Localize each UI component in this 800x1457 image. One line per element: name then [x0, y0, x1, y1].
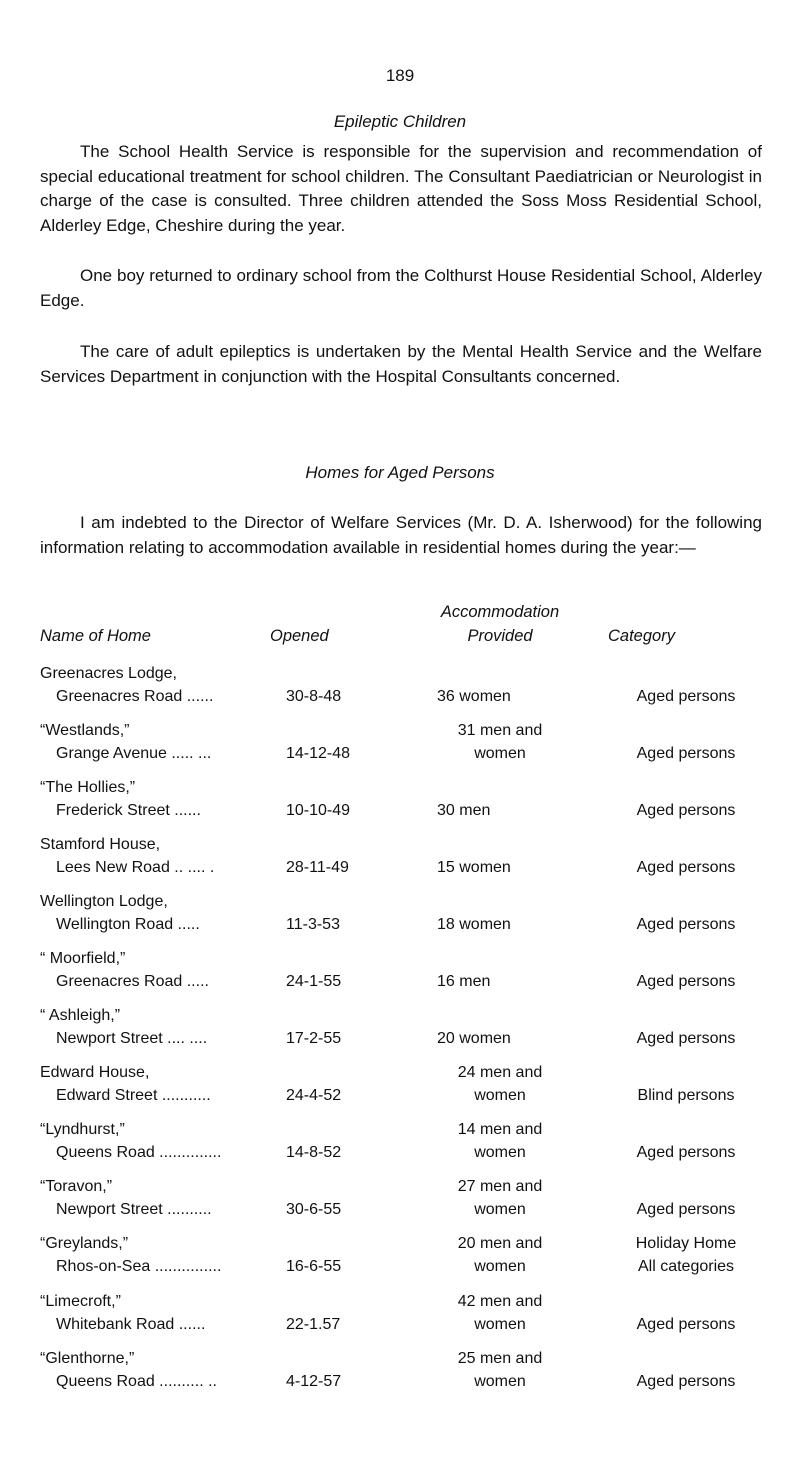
accommodation-line1: 14 men and	[457, 1121, 543, 1138]
home-name: “Greylands,”	[40, 1235, 129, 1252]
category-line2: Aged persons	[636, 1144, 736, 1161]
page-number: 189	[385, 66, 415, 85]
category-line2: Blind persons	[637, 1087, 735, 1104]
accommodation-line1: 31 men and	[457, 722, 543, 739]
accommodation-line2: women	[474, 1258, 526, 1275]
opened-date: 16-6-55	[286, 1258, 342, 1275]
accommodation-line1: 42 men and	[457, 1293, 543, 1310]
home-street: Frederick Street ......	[56, 802, 201, 819]
category-line2: Aged persons	[636, 1316, 736, 1333]
accommodation-line1: 27 men and	[457, 1178, 543, 1195]
opened-date: 24-1-55	[286, 973, 342, 990]
home-street: Queens Road ..............	[56, 1144, 222, 1161]
home-street: Whitebank Road ......	[56, 1316, 206, 1333]
category-line2: Aged persons	[636, 1373, 736, 1390]
home-street: Greenacres Road .....	[56, 973, 209, 990]
home-name: Stamford House,	[40, 836, 161, 853]
category-line2: Aged persons	[636, 859, 736, 876]
home-street: Edward Street ...........	[56, 1087, 211, 1104]
home-name: “Glenthorne,”	[40, 1350, 135, 1367]
opened-date: 22-1.57	[286, 1316, 341, 1333]
home-name: “Limecroft,”	[40, 1293, 121, 1310]
accommodation-line2: 30 men	[437, 802, 491, 819]
home-name: “Lyndhurst,”	[40, 1121, 125, 1138]
category-line2: Aged persons	[636, 916, 736, 933]
home-street: Rhos-on-Sea ...............	[56, 1258, 222, 1275]
accommodation-line2: women	[474, 745, 526, 762]
opened-date: 4-12-57	[286, 1373, 342, 1390]
header-accommodation: Accommodation	[440, 603, 560, 621]
home-name: “ Ashleigh,”	[40, 1007, 121, 1024]
category-line2: Aged persons	[636, 1030, 736, 1047]
home-street: Greenacres Road ......	[56, 688, 214, 705]
section-title-epileptic-children: Epileptic Children	[333, 112, 467, 131]
home-name: Greenacres Lodge,	[40, 665, 177, 682]
accommodation-line2: 18 women	[437, 916, 511, 933]
paragraph-intro: I am indebted to the Director of Welfare Services (Mr. D. A. Isherwood) for the following information relating to accommodation available in residential homes during the year:—	[40, 513, 762, 557]
opened-date: 30-6-55	[286, 1201, 342, 1218]
home-name: Edward House,	[40, 1064, 150, 1081]
paragraph-adult-epileptics: The care of adult epileptics is undertaken by the Mental Health Service and the Welfare Services Department in conjunction with the Hospital Consultants concerned.	[40, 342, 762, 386]
home-name: “Toravon,”	[40, 1178, 113, 1195]
opened-date: 24-4-52	[286, 1087, 342, 1104]
home-name: “Westlands,”	[40, 722, 130, 739]
opened-date: 28-11-49	[286, 859, 349, 876]
opened-date: 14-12-48	[286, 745, 351, 762]
opened-date: 11-3-53	[286, 916, 340, 933]
category-line1: Holiday Home	[635, 1235, 737, 1252]
header-provided: Provided	[467, 627, 533, 645]
home-street: Lees New Road .. .... .	[56, 859, 215, 876]
opened-date: 30-8-48	[286, 688, 342, 705]
accommodation-line2: women	[474, 1201, 526, 1218]
opened-date: 17-2-55	[286, 1030, 342, 1047]
accommodation-line2: 16 men	[437, 973, 491, 990]
home-street: Wellington Road .....	[56, 916, 200, 933]
accommodation-line2: 36 women	[437, 688, 511, 705]
category-line2: Aged persons	[636, 688, 736, 705]
accommodation-line1: 20 men and	[457, 1235, 543, 1252]
category-line2: Aged persons	[636, 745, 736, 762]
category-line2: Aged persons	[636, 973, 736, 990]
header-category: Category	[608, 627, 675, 645]
accommodation-line2: women	[474, 1144, 526, 1161]
accommodation-line2: 15 women	[437, 859, 511, 876]
home-street: Grange Avenue ..... ...	[56, 745, 212, 762]
home-street: Newport Street .... ....	[56, 1030, 208, 1047]
accommodation-line2: 20 women	[437, 1030, 511, 1047]
home-street: Newport Street ..........	[56, 1201, 212, 1218]
category-line2: Aged persons	[636, 1201, 736, 1218]
accommodation-line2: women	[474, 1316, 526, 1333]
opened-date: 14-8-52	[286, 1144, 342, 1161]
header-name-of-home: Name of Home	[40, 627, 151, 645]
category-line2: All categories	[637, 1258, 735, 1275]
header-opened: Opened	[270, 627, 329, 645]
accommodation-line1: 25 men and	[457, 1350, 543, 1367]
accommodation-line1: 24 men and	[457, 1064, 543, 1081]
home-name: Wellington Lodge,	[40, 893, 168, 910]
accommodation-line2: women	[474, 1373, 526, 1390]
home-name: “The Hollies,”	[40, 779, 136, 796]
home-street: Queens Road .......... ..	[56, 1373, 217, 1390]
paragraph-school-health: The School Health Service is responsible for the supervision and recommendation of special educational treatment for school children. The Consultant Paediatrician or Neurologist in charge of the case is consulted. Three children attended the Soss Moss Residential School, Alderley Edge, Cheshire during the year.	[40, 142, 762, 235]
paragraph-colthurst: One boy returned to ordinary school from the Colthurst House Residential School, Alderley Edge.	[40, 266, 762, 310]
section-title-homes-aged: Homes for Aged Persons	[305, 463, 495, 482]
home-name: “ Moorfield,”	[40, 950, 126, 967]
category-line2: Aged persons	[636, 802, 736, 819]
opened-date: 10-10-49	[286, 802, 351, 819]
accommodation-line2: women	[474, 1087, 526, 1104]
